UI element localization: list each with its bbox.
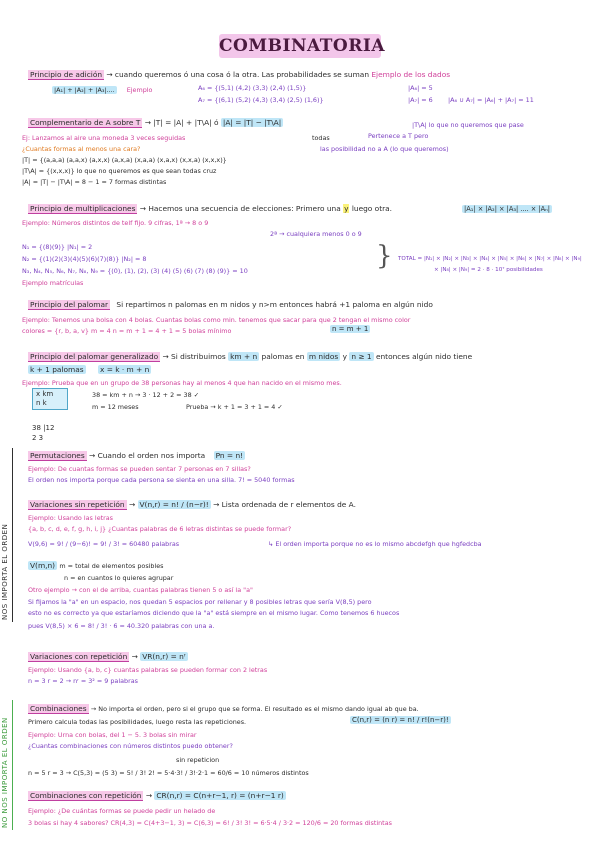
- variaciones-vm: V(m,n): [30, 561, 56, 570]
- complementario-line1: Ej: Lanzamos al aire una moneda 3 veces seguidas: [22, 134, 186, 142]
- complementario-line2b: las posibilidad no a A (lo que queremos): [320, 145, 449, 153]
- complementario-formula1: |T| = |A| + |T\A|: [153, 118, 212, 127]
- var-rep-line2: n = 3 r = 2 → nʳ = 3² = 9 palabras: [28, 677, 138, 685]
- multiplicaciones-section: [28, 204, 392, 214]
- permutaciones-line2: El orden nos importa porque cada persona se sienta en una silla. 7! = 5040 formas: [28, 476, 295, 484]
- multiplicaciones-heading: Principio de multiplicaciones: [30, 204, 136, 213]
- combinaciones-formula-wrap: [350, 716, 451, 724]
- palomar-gen-l2a: k + 1 palomas: [30, 365, 84, 374]
- var-rep-heading: Variaciones con repetición: [30, 652, 128, 661]
- variaciones-line2: {a, b, c, d, e, f, g, h, i, j} ¿Cuantas palabras de 6 letras distintas se puede formar?: [28, 525, 292, 533]
- variaciones-line7: pues V(8,5) × 6 = 8! / 3! · 6 = 40.320 palabras con una a.: [28, 622, 215, 630]
- adicion-note: Ejemplo de los dados: [371, 70, 451, 79]
- multiplicaciones-text: → Hacemos una secuencia de elecciones: Primero una: [139, 204, 341, 213]
- complementario-arrow: →: [144, 118, 151, 127]
- complementario-or: ó: [213, 118, 219, 127]
- variaciones-line3: V(9,6) = 9! / (9−6)! = 9! / 3! = 60480 palabras: [28, 540, 180, 548]
- complementario-note: |T\A| lo que no queremos que pase: [412, 121, 524, 129]
- complementario-line1c: Pertenece a T pero: [368, 132, 429, 140]
- palomar-gen-hl3: n ≥ 1: [351, 352, 372, 361]
- complementario-line5: |A| = |T| − |T\A| = 8 − 1 = 7 formas distintas: [22, 178, 167, 186]
- palomar-gen-eq3: Prueba → k + 1 = 3 + 1 = 4 ✓: [186, 403, 283, 411]
- combinaciones-text: → No importa el orden, pero si el grupo que se forma. El resultado es el mismo dando igual ab que ba.: [90, 705, 419, 713]
- combinaciones-line3: Ejemplo: Urna con bolas, del 1 − 5. 3 bolas sin mirar: [28, 731, 197, 739]
- adicion-a6-count: |A₆| = 5: [408, 84, 433, 92]
- multiplicaciones-n1: N₁ = {(8)(9)} |N₁| = 2: [22, 243, 93, 251]
- comb-rep-line2: 3 bolas si hay 4 sabores? CR(4,3) = C(4+3−1, 3) = C(6,3) = 6! / 3! 3! = 6·5·4 / 3·2 = 120/6 = 20 formas distintas: [28, 819, 392, 827]
- palomar-gen-text4: entonces algún nido tiene: [375, 352, 473, 361]
- adicion-a7: A₇ = {(6,1) (5,2) (4,3) (3,4) (2,5) (1,6)}: [198, 96, 324, 104]
- multiplicaciones-y: y: [344, 204, 349, 213]
- palomar-gen-hl1: km + n: [230, 352, 258, 361]
- palomar-gen-l2b: x = k · m + n: [99, 365, 150, 374]
- permutaciones-heading: Permutaciones: [30, 451, 85, 460]
- palomar-gen-box-line2: n k: [36, 399, 47, 407]
- complementario-line2: ¿Cuantas formas al menos una cara?: [22, 145, 141, 153]
- comb-rep-line1: Ejemplo: ¿De cuántas formas se puede pedir un helado de: [28, 807, 216, 815]
- palomar-heading: Principio del palomar: [30, 300, 109, 309]
- palomar-gen-hl2: m nidos: [308, 352, 339, 361]
- adicion-formula-line: [52, 86, 152, 94]
- multiplicaciones-formula-wrap: [462, 204, 552, 214]
- multiplicaciones-total: TOTAL = |N₁| × |N₂| × |N₃| × |N₄| × |N₅| × |N₆| × |N₇| × |N₈| × |N₉|: [398, 256, 582, 262]
- palomar-gen-div1: 38 |12: [32, 424, 55, 432]
- multiplicaciones-text2: luego otra.: [351, 204, 393, 213]
- orden-no-importa-label: NO NOS IMPORTA EL ORDEN: [1, 717, 9, 828]
- var-rep-section: Variaciones con repetición → VR(n,r) = nʳ: [30, 652, 186, 661]
- variaciones-text: → Lista ordenada de r elementos de A.: [213, 500, 356, 509]
- variaciones-line5: Si fijamos la "a" en un espacio, nos quedan 5 espacios por rellenar y 8 posibles letras que sería V(8,5) pero: [28, 598, 372, 606]
- multiplicaciones-total2: × |N₈| × |N₉| = 2 · 8 · 10⁷ posibilidades: [434, 267, 543, 273]
- comb-rep-formula: CR(n,r) = C(n+r−1, r) = (n+r−1 r): [156, 791, 284, 800]
- adicion-a7-count: |A₇| = 6: [408, 96, 433, 104]
- var-rep-formula: VR(n,r) = nʳ: [142, 652, 186, 661]
- variaciones-formula: V(n,r) = n! / (n−r)!: [139, 500, 209, 509]
- adicion-ejemplo-label: Ejemplo: [126, 86, 153, 94]
- permutaciones-text: → Cuando el orden nos importa: [89, 451, 206, 460]
- multiplicaciones-n3: N₃, N₄, N₅, N₆, N₇, N₈, N₉ = {(0), (1), (2), (3) (4) (5) (6) (7) (8) (9)} = 10: [22, 267, 248, 275]
- adicion-heading: Principio de adición: [30, 70, 103, 79]
- complementario-section: [28, 118, 283, 128]
- complementario-heading: Complementario de A sobre T: [30, 118, 141, 127]
- orden-no-importa-bracket: [12, 700, 13, 830]
- palomar-line1: Ejemplo: Tenemos una bolsa con 4 bolas. Cuantas bolas como min. tenemos que sacar para que 2 tengan el mismo color: [22, 316, 411, 324]
- adicion-formula: |A₁| + |A₂| + |A₃|....: [54, 86, 115, 94]
- variaciones-vm-line: [28, 561, 164, 571]
- orden-importa-bracket: [12, 448, 13, 622]
- comb-rep-section: Combinaciones con repetición → CR(n,r) = C(n+r−1, r) = (n+r−1 r): [30, 791, 284, 800]
- adicion-union: |A₆ ∪ A₇| = |A₆| + |A₇| = 11: [448, 96, 534, 104]
- variaciones-vm-text: m = total de elementos posibles: [59, 562, 164, 570]
- complementario-formula2: |A| = |T| − |T\A|: [222, 118, 282, 127]
- complementario-line1b: todas: [312, 134, 330, 142]
- palomar-gen-section: [28, 352, 472, 362]
- variaciones-heading: Variaciones sin repetición: [30, 500, 125, 509]
- variaciones-line4: Otro ejemplo → con el de arriba, cuantas palabras tienen 5 o así la "a": [28, 586, 253, 594]
- variaciones-vm-text2: n = en cuantos lo quieres agrupar: [64, 574, 174, 582]
- palomar-gen-text: → Si distribuimos: [162, 352, 226, 361]
- comb-rep-heading: Combinaciones con repetición: [30, 791, 142, 800]
- palomar-gen-line2: [28, 365, 151, 375]
- palomar-gen-text3: y: [342, 352, 347, 361]
- palomar-section: [28, 300, 433, 310]
- permutaciones-formula: Pn = n!: [215, 451, 244, 460]
- variaciones-section: Variaciones sin repetición → V(n,r) = n! / (n−r)! → Lista ordenada de r elementos de A.: [30, 500, 356, 509]
- palomar-result-wrap: [330, 325, 370, 333]
- combinaciones-sin-rep: sin repeticion: [176, 756, 220, 764]
- multiplicaciones-brace: }: [376, 241, 393, 271]
- combinaciones-line4: ¿Cuantas combinaciones con números distintos puedo obtener?: [28, 742, 233, 750]
- combinaciones-line5: n = 5 r = 3 → C(5,3) = (5 3) = 5! / 3! 2! = 5·4·3! / 3!·2·1 = 60/6 = 10 números distintos: [28, 769, 309, 777]
- palomar-gen-heading: Principio del palomar generalizado: [30, 352, 159, 361]
- orden-importa-label: NOS IMPORTA EL ORDEN: [1, 523, 9, 620]
- multiplicaciones-n2: N₂ = {(1)(2)(3)(4)(5)(6)(7)(8)} |N₂| = 8: [22, 255, 147, 263]
- var-rep-line1: Ejemplo: Usando {a, b, c} cuantas palabras se pueden formar con 2 letras: [28, 666, 268, 674]
- adicion-section: [28, 70, 450, 80]
- combinaciones-section: [28, 704, 419, 714]
- palomar-gen-line3: Ejemplo: Prueba que en un grupo de 38 personas hay al menos 4 que han nacido en el mismo mes.: [22, 379, 342, 387]
- combinaciones-heading: Combinaciones: [30, 704, 87, 713]
- permutaciones-line1: Ejemplo: De cuantas formas se pueden sentar 7 personas en 7 sillas?: [28, 465, 251, 473]
- palomar-gen-eq2: m = 12 meses: [92, 403, 139, 411]
- page-title: COMBINATORIA: [219, 36, 386, 56]
- combinaciones-line2: Primero calcula todas las posibilidades, luego resta las repeticiones.: [28, 718, 247, 726]
- palomar-gen-text2: palomas en: [261, 352, 305, 361]
- combinaciones-formula: C(n,r) = (n r) = n! / r!(n−r)!: [352, 716, 449, 724]
- complementario-line3: |T| = {(a,a,a) (a,a,x) (a,x,x) (a,x,a) (x,a,a) (x,a,x) (x,x,a) (x,x,x)}: [22, 156, 227, 164]
- variaciones-line3b: ↳ El orden importa porque no es lo mismo abcdefgh que hgfedcba: [268, 540, 482, 548]
- palomar-result: n = m + 1: [332, 325, 369, 333]
- palomar-line2: colores = {r, b, a, v} m = 4 n = m + 1 = 4 + 1 = 5 bolas mínimo: [22, 327, 232, 335]
- permutaciones-section: [28, 451, 245, 461]
- variaciones-line6: esto no es correcto ya que estaríamos diciendo que la "a" está siempre en el mismo lugar. Como tenemos 6 huecos: [28, 609, 400, 617]
- palomar-gen-box-line1: x km: [36, 390, 54, 398]
- multiplicaciones-line1: Ejemplo: Números distintos de telf fijo. 9 cifras, 1ª → 8 o 9: [22, 219, 209, 227]
- adicion-text: → cuando queremos ó una cosa ó la otra. Las probabilidades se suman: [106, 70, 369, 79]
- multiplicaciones-formula: |A₁| × |A₂| × |A₃| .... × |Aₙ|: [464, 205, 551, 213]
- palomar-gen-box: [32, 388, 68, 410]
- multiplicaciones-line2: 2ª → cualquiera menos 0 o 9: [270, 230, 362, 238]
- complementario-line4: |T\A| = {(x,x,x)} lo que no queremos es que sean todas cruz: [22, 167, 217, 175]
- variaciones-line1: Ejemplo: Usando las letras: [28, 514, 114, 522]
- palomar-gen-eq1: 38 = km + n → 3 · 12 + 2 = 38 ✓: [92, 391, 200, 399]
- palomar-gen-div2: 2 3: [32, 434, 44, 442]
- adicion-a6: A₆ = {(5,1) (4,2) (3,3) (2,4) (1,5)}: [198, 84, 307, 92]
- palomar-text: Si repartimos n palomas en m nidos y n>m entonces habrá +1 paloma en algún nido: [116, 300, 433, 309]
- multiplicaciones-end: Ejemplo matrículas: [22, 279, 84, 287]
